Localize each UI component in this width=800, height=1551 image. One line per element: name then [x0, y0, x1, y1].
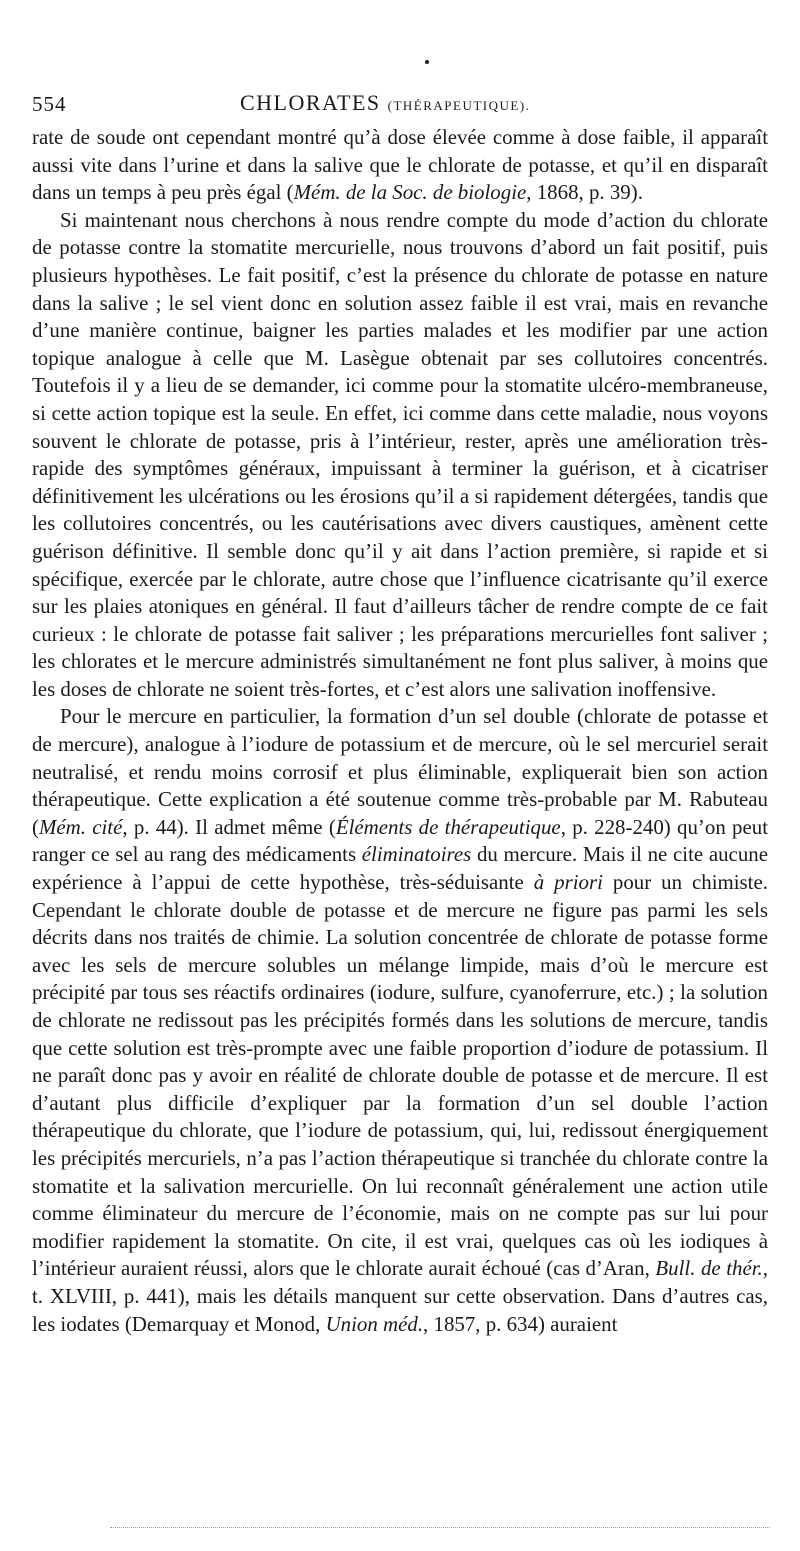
paragraph	[32, 207, 768, 704]
italic-citation: Bull. de thér.	[655, 1256, 763, 1281]
text-run: rate de soude ont cependant montré qu’à dose élevée comme à dose faible, il apparaît aussi vite dans l’urine et dans la salive que le chlorate de potasse, et qu’il en disparaît dans un temps à peu près égal (	[32, 125, 768, 205]
body-text	[32, 124, 768, 1338]
text-run: , p. 44). Il admet même (	[122, 814, 336, 839]
running-header	[32, 88, 768, 124]
paragraph	[32, 124, 768, 207]
text-run: , 1857, p. 634) auraient	[423, 1311, 618, 1336]
italic-citation: à priori	[533, 870, 603, 895]
footer-rule	[110, 1527, 770, 1528]
italic-citation: Mém. cité	[38, 814, 123, 839]
text-run: Pour le mercure en particulier, la formation d’un sel double (chlorate de potasse et de mercure), analogue à l’iodure de potassium et de mercure, où le sel mercuriel serait neutralisé, et rendu moins corrosif et plus éliminable, expliquerait bien son action thérapeutique. Cette explication a été soutenue comme très-probable par M. Rabuteau (	[32, 704, 768, 839]
running-title-main: CHLORATES	[240, 90, 381, 115]
running-title-subtitle: (THÉRAPEUTIQUE).	[387, 98, 531, 113]
text-run: , t. XLVIII, p. 441), mais les détails manquent sur cette observation. Dans d’autres cas, les iodates (Demarquay et Monod,	[32, 1256, 768, 1336]
running-title	[240, 90, 530, 116]
text-run: , 1868, p. 39).	[526, 180, 643, 205]
page-number: 554	[32, 92, 67, 116]
text-run: , p. 228-240) qu’on peut ranger ce sel au rang des médicaments	[32, 814, 769, 867]
ink-speck	[425, 60, 429, 64]
paragraph	[32, 703, 768, 1338]
text-run: Si maintenant nous cherchons à nous rendre compte du mode d’action du chlorate de potasse contre la stomatite mercurielle, nous trouvons d’abord un fait positif, puis plusieurs hypothèses. Le fait positif, c’est la présence du chlorate de potasse en nature dans la salive ; le sel vient donc en solution assez faible il est vrai, mais en revanche d’une manière continue, baigner les parties malades et les modifier par une action topique analogue à celle que M. Lasègue obtenait par ses collutoires concentrés. Toutefois il y a lieu de se demander, ici comme pour la stomatite ulcéro-membraneuse, si cette action topique est la seule. En effet, ici comme dans cette maladie, nous voyons souvent le chlorate de potasse, pris à l’intérieur, rester, après une amélioration très-rapide des symptômes généraux, impuissant à terminer la guérison, et à cicatriser définitivement les ulcérations ou les érosions qu’il a si rapidement détergées, tandis que les collutoires concentrés, ou les cautérisations avec divers caustiques, amènent cette guérison définitive. Il semble donc qu’il y ait dans l’action première, si rapide et si spécifique, exercée par le chlorate, autre chose que l’influence cicatrisante qu’il exerce sur les plaies atoniques en général. Il faut d’ailleurs tâcher de rendre compte de ce fait curieux : le chlorate de potasse fait saliver ; les préparations mercurielles font saliver ; les chlorates et le mercure administrés simultanément ne font plus saliver, à moins que les doses de chlorate ne soient très-fortes, et c’est alors une salivation inoffensive.	[32, 207, 768, 701]
text-run: du mercure. Mais il ne cite aucune expérience à l’appui de cette hypothèse, très-séduisante	[32, 842, 768, 895]
text-run: pour un chimiste. Cependant le chlorate double de potasse et de mercure ne figure pas parmi les sels décrits dans nos traités de chimie. La solution concentrée de chlorate de potasse forme avec les sels de mercure solubles un mélange limpide, mais d’où le mercure est précipité par tous ses réactifs ordinaires (iodure, sulfure, cyanoferrure, etc.) ; la solution de chlorate ne redissout pas les précipités formés dans les solutions de mercure, tandis que cette solution est très-prompte avec une faible proportion d’iodure de potassium. Il ne paraît donc pas y avoir en réalité de chlorate double de potasse et de mercure. Il est d’autant plus difficile d’expliquer par la formation d’un sel double l’action thérapeutique du chlorate, que l’iodure de potassium, qui, lui, redissout énergiquement les précipités mercuriels, n’a pas l’action thérapeutique si tranchée du chlorate contre la stomatite et la salivation mercurielle. On lui reconnaît généralement une action utile comme éliminateur du mercure de l’économie, mais on ne compte pas sur lui pour modifier rapidement la stomatite. On cite, il est vrai, quelques cas où les iodiques à l’intérieur auraient réussi, alors que le chlorate aurait échoué (cas d’Aran,	[32, 870, 768, 1281]
book-page	[32, 88, 768, 1338]
italic-citation: Union méd.	[325, 1311, 424, 1336]
italic-citation: Mém. de la Soc. de biologie	[293, 180, 527, 205]
italic-citation: Éléments de thérapeutique	[335, 814, 561, 839]
italic-citation: éliminatoires	[361, 842, 472, 867]
